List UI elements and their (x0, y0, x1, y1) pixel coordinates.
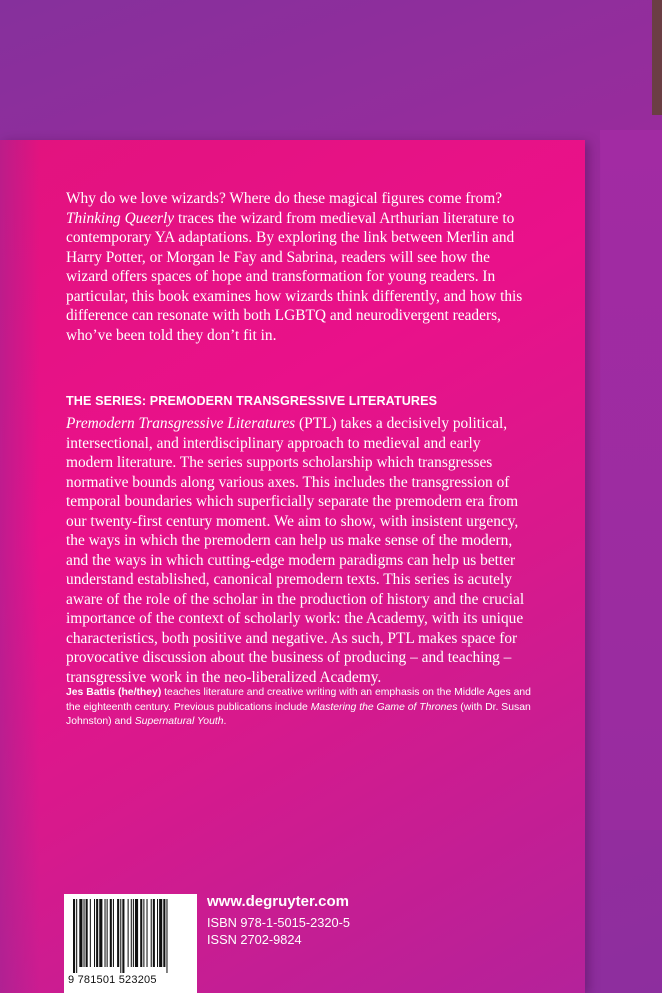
author-book-2: Supernatural Youth (134, 716, 224, 727)
barcode-bar (105, 899, 106, 967)
series-body: (PTL) takes a decisively political, intersectional, and interdisciplinary approach to medieval and early modern literature. The series supports scholarship which transgresses normative bounds along various axes. This includes the transgression of temporal boundaries which superficially separate the premodern era from our twenty-first century moment. We aim to show, with insistent urgency, the ways in which the premodern can help us make sense of the modern, and the ways in which cutting-edge modern paradigms can help us better understand established, canonical premodern texts. This series is acutely aware of the role of the scholar in the production of history and the crucial importance of the context of scholarly work: the Academy, with its unique characteristics, both positive and negative. As such, PTL makes space for provocative discussion about the business of producing – and teaching – transgressive work in the neo-liberalized Academy. (66, 415, 525, 686)
issn: ISSN 2702-9824 (207, 932, 302, 947)
author-name: Jes Battis (he/they) (66, 687, 162, 698)
barcode-bar (133, 899, 134, 967)
author-bio-text-2: (with Dr. Susan Johnston) and (66, 701, 531, 727)
barcode-bar (120, 899, 121, 973)
barcode-bar (166, 899, 167, 973)
barcode-digits: 9 781501 523205 (68, 974, 157, 986)
author-bio-text-1: teaches literature and creative writing with an emphasis on the Middle Ages and the eighteenth century. Previous publications include (66, 687, 531, 713)
barcode-bars (72, 899, 190, 973)
barcode-bar (99, 899, 102, 967)
barcode-bar (122, 899, 124, 973)
series-heading: THE SERIES: PREMODERN TRANSGRESSIVE LITERATURES (66, 394, 438, 408)
series-description (66, 414, 528, 687)
book-blurb (66, 189, 528, 345)
barcode-bar (90, 899, 91, 967)
barcode-bar (117, 899, 119, 967)
blurb-book-title: Thinking Queerly (66, 209, 175, 227)
barcode-bar (143, 899, 144, 967)
author-book-1: Mastering the Game of Thrones (310, 701, 458, 713)
barcode-bar (135, 899, 138, 967)
barcode-bar (110, 899, 112, 967)
blurb-opening: Why do we love wizards? Where do these magical figures come from? (66, 190, 503, 207)
barcode-bar (96, 899, 98, 967)
barcode-bar (113, 899, 114, 967)
barcode-bar (94, 899, 95, 967)
barcode-bar (131, 899, 132, 967)
author-bio (66, 686, 534, 730)
panel-shade (0, 140, 40, 993)
series-title: Premodern Transgressive Literatures (66, 415, 296, 432)
barcode-bar (140, 899, 142, 967)
barcode-bar (107, 899, 108, 967)
barcode-bar (84, 899, 85, 967)
isbn: ISBN 978-1-5015-2320-5 (207, 915, 350, 930)
barcode-bar (79, 899, 82, 967)
right-edge-band (600, 130, 662, 830)
barcode-bar (163, 899, 165, 967)
barcode (64, 894, 197, 993)
barcode-bar (73, 899, 75, 973)
barcode-bar (153, 899, 155, 967)
publisher-url[interactable]: www.degruyter.com (207, 893, 349, 910)
author-bio-text-3: . (223, 716, 227, 727)
barcode-bar (86, 899, 88, 967)
spine-edge-strip (652, 0, 662, 115)
barcode-bar (157, 899, 158, 967)
blurb-body: traces the wizard from medieval Arthurian literature to contemporary YA adaptations. By exploring the link between Merlin and Harry Potter, or Morgan le Fay and Sabrina, readers will see how the wizard offers spaces of hope and transformation for young readers. In particular, this book examines how wizards think differently, and how this difference can resonate with both LGBTQ and neurodivergent readers, who’ve been told they don’t fit in. (66, 209, 523, 344)
barcode-bar (151, 899, 152, 967)
barcode-bar (128, 899, 129, 967)
barcode-bar (76, 899, 77, 973)
barcode-bar (159, 899, 162, 967)
barcode-bar (147, 899, 148, 967)
